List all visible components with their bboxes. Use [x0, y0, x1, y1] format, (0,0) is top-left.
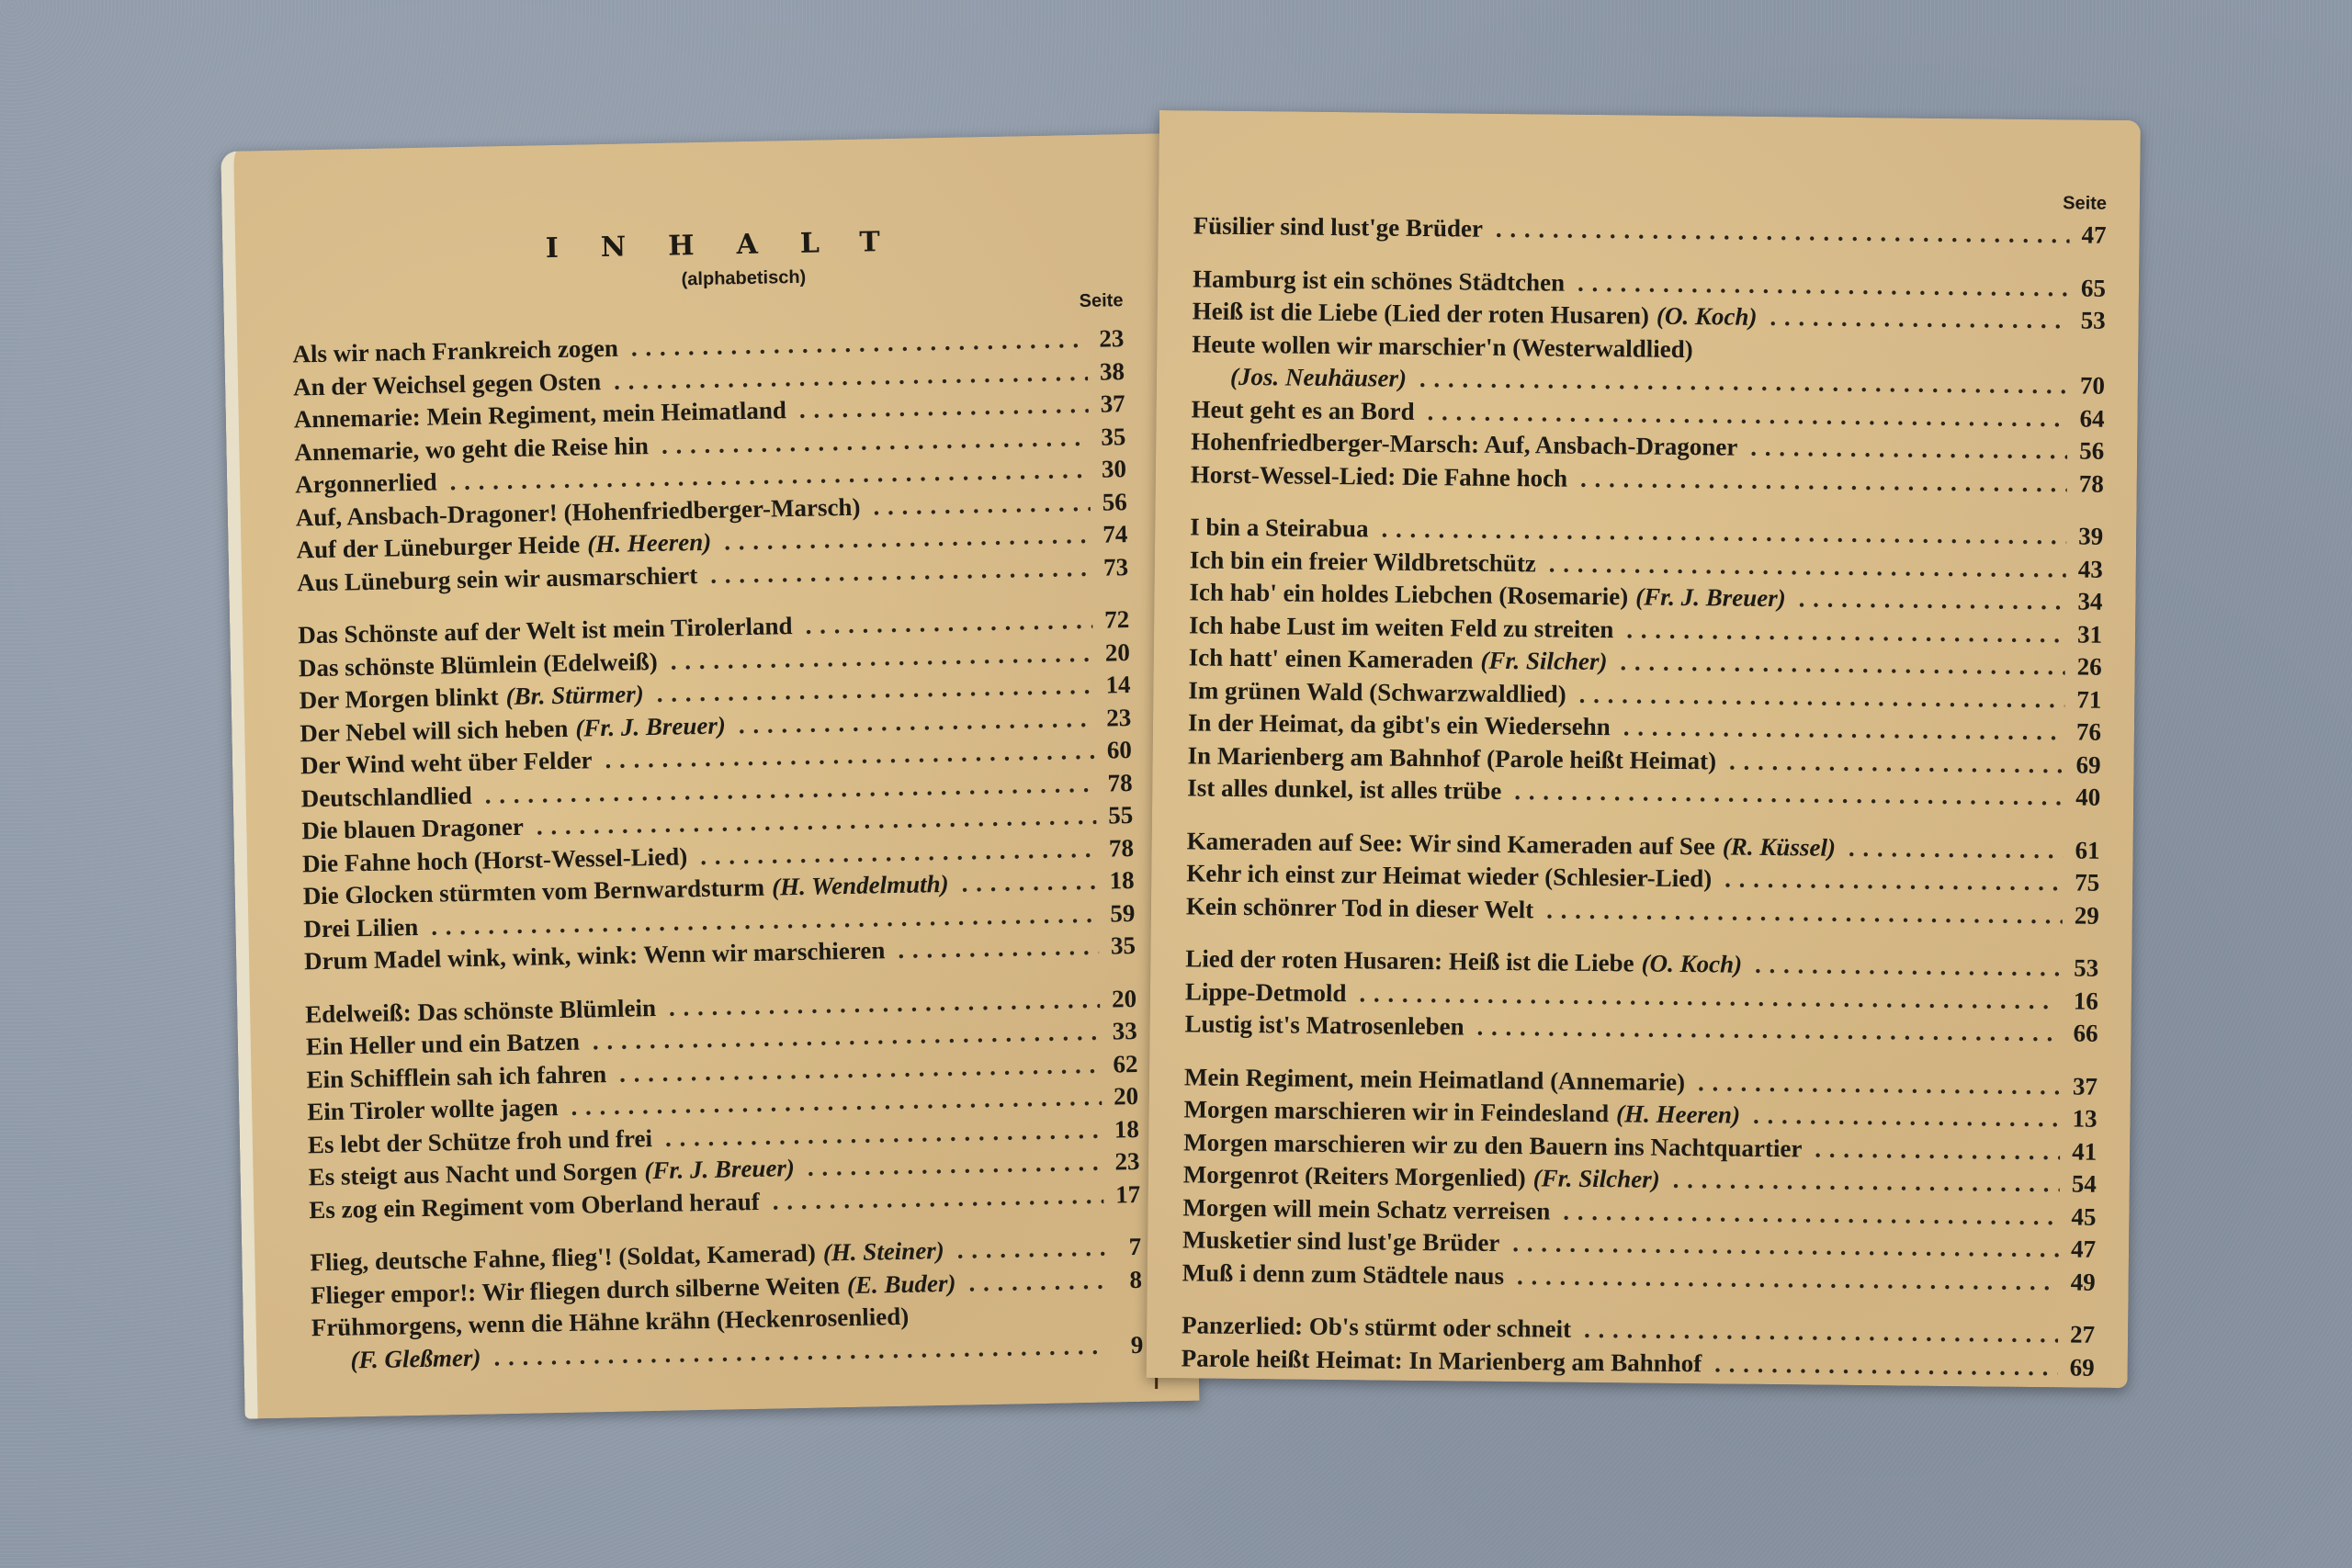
entry-page-number: 54 — [2071, 1169, 2097, 1198]
right-page — [1147, 110, 2141, 1388]
entry-author: (Fr. J. Breuer) — [575, 711, 727, 742]
entry-page-number: 20 — [1111, 984, 1137, 1012]
entry-title: Flieger empor!: Wir fliegen durch silberne Weiten — [310, 1270, 841, 1309]
entry-title: Ich hatt' einen Kameraden — [1188, 643, 1474, 674]
entry-author: (E. Buder) — [846, 1269, 956, 1299]
toc-group-m — [1182, 1061, 2098, 1299]
entry-title: Es steigt aus Nacht und Sorgen — [308, 1156, 638, 1191]
entry-title: Annemarie: Mein Regiment, mein Heimatland — [293, 396, 787, 434]
entry-title: In der Heimat, da gibt's ein Wiedersehn — [1187, 708, 1611, 741]
entry-title: Drum Madel wink, wink, wink: Wenn wir marschieren — [303, 936, 886, 976]
entry-page-number: 23 — [1114, 1146, 1140, 1176]
entry-title: Die Fahne hoch (Horst-Wessel-Lied) — [301, 841, 688, 877]
dot-leader — [968, 1264, 1105, 1299]
entry-page-number: 78 — [1108, 833, 1135, 863]
entry-author: (F. Gleßmer) — [350, 1343, 481, 1373]
entry-page-number: 59 — [1109, 898, 1136, 928]
entry-title: Aus Lüneburg sein wir ausmarschiert — [296, 560, 698, 596]
dot-leader — [1577, 266, 2069, 304]
toc-group-a — [292, 322, 1128, 599]
dot-leader — [1563, 1195, 2059, 1233]
entry-title: Morgen will mein Schatz verreisen — [1182, 1192, 1551, 1225]
entry-title: Der Nebel will sich heben — [300, 714, 569, 747]
dot-leader — [956, 1232, 1104, 1268]
entry-title: Hamburg ist ein schönes Städtchen — [1192, 264, 1566, 297]
dot-leader — [1698, 1066, 2061, 1103]
entry-title: Flieg, deutsche Fahne, flieg'! (Soldat, Kamerad) — [310, 1238, 817, 1277]
toc-group-i — [1187, 511, 2103, 814]
entry-page-number: 76 — [2075, 717, 2102, 746]
entry-page-number: 47 — [2070, 1235, 2097, 1263]
toc-group-f — [1193, 209, 2106, 252]
dot-leader — [1626, 614, 2065, 651]
dot-leader — [961, 865, 1098, 900]
entry-page-number: 56 — [2079, 436, 2105, 465]
toc-group-k — [1186, 825, 2100, 932]
entry-title: Lustig ist's Matrosenleben — [1184, 1010, 1464, 1041]
entry-title: Es zog ein Regiment vom Oberland herauf — [309, 1187, 761, 1224]
entry-author: (Br. Stürmer) — [505, 680, 644, 711]
entry-title: Auf der Lüneburger Heide — [296, 530, 581, 564]
dot-leader — [710, 551, 1092, 591]
entry-page-number: 18 — [1109, 866, 1135, 895]
page-subtitle: (alphabetisch) — [681, 266, 807, 290]
entry-page-number: 55 — [1107, 801, 1134, 829]
entry-title: Der Wind weht über Felder — [300, 746, 593, 780]
dot-leader — [1580, 462, 2067, 500]
left-page — [220, 133, 1199, 1419]
entry-title: Muß i denn zum Städtele naus — [1182, 1258, 1505, 1290]
dot-leader — [1714, 1348, 2058, 1383]
toc-group-h — [1191, 263, 2107, 501]
entry-page-number: 78 — [2078, 469, 2104, 498]
entry-page-number: 9 — [1130, 1330, 1144, 1359]
entry-page-number: 14 — [1105, 671, 1131, 699]
entry-page-number: 41 — [2072, 1136, 2098, 1166]
entry-title: Heute wollen wir marschier'n (Westerwaldlied) — [1192, 329, 1693, 363]
toc-entry[interactable] — [1193, 209, 2106, 252]
entry-page-number: 49 — [2070, 1267, 2096, 1296]
entry-title: Heiß ist die Liebe (Lied der roten Husaren) — [1192, 297, 1650, 330]
entry-page-number: 31 — [2076, 619, 2103, 649]
entry-page-number: 17 — [1114, 1179, 1141, 1208]
entry-title: Kein schönrer Tod in dieser Welt — [1185, 891, 1534, 923]
toc-group-e — [305, 982, 1141, 1226]
dot-leader — [1673, 1164, 2060, 1201]
entry-page-number: 33 — [1112, 1016, 1138, 1045]
entry-page-number: 30 — [1101, 455, 1127, 483]
entry-title: In Marienberg am Bahnhof (Parole heißt Heimat) — [1187, 740, 1717, 774]
dot-leader — [898, 931, 1099, 967]
dot-leader — [1729, 745, 2064, 781]
dot-leader — [1849, 831, 2064, 866]
dot-leader — [1815, 1133, 2060, 1168]
entry-title: Morgen marschieren wir in Feindesland — [1183, 1095, 1610, 1128]
entry-page-number: 26 — [2076, 652, 2102, 681]
entry-title: Es lebt der Schütze froh und frei — [307, 1123, 653, 1158]
entry-title: An der Weichsel gegen Osten — [292, 367, 602, 400]
entry-page-number: 34 — [2077, 587, 2103, 615]
entry-author: (O. Koch) — [1656, 301, 1758, 331]
entry-title: Morgenrot (Reiters Morgenlied) — [1182, 1160, 1526, 1192]
dot-leader — [1623, 711, 2065, 749]
entry-title: Im grünen Wald (Schwarzwaldlied) — [1188, 675, 1566, 708]
entry-title: Als wir nach Frankreich zogen — [292, 333, 619, 368]
entry-page-number: 16 — [2073, 986, 2099, 1015]
entry-page-number: 53 — [2074, 953, 2099, 982]
entry-title: Ich bin ein freier Wildbretschütz — [1189, 545, 1537, 577]
dot-leader — [1724, 863, 2063, 898]
entry-page-number: 35 — [1110, 931, 1136, 960]
entry-title: Lippe-Detmold — [1184, 976, 1347, 1007]
entry-page-number: 38 — [1099, 356, 1125, 386]
entry-page-number: 7 — [1128, 1232, 1142, 1261]
entry-author: (H. Heeren) — [1615, 1100, 1741, 1129]
entry-page-number: 13 — [2072, 1104, 2098, 1133]
entry-page-number: 60 — [1106, 736, 1133, 764]
entry-page-number: 37 — [2072, 1071, 2098, 1100]
dot-leader — [1620, 646, 2065, 683]
entry-title: Morgen marschieren wir zu den Bauern ins Nachtquartier — [1183, 1127, 1803, 1162]
entry-page-number: 71 — [2076, 684, 2102, 714]
entry-page-number: 72 — [1103, 605, 1130, 634]
entry-page-number: 65 — [2080, 274, 2107, 302]
entry-page-number: 74 — [1102, 520, 1128, 548]
dot-leader — [1514, 775, 2064, 814]
dot-leader — [805, 604, 1092, 642]
entry-author: (O. Koch) — [1641, 949, 1743, 978]
entry-title: Drei Lilien — [303, 912, 419, 942]
entry-page-number: 56 — [1102, 487, 1127, 516]
entry-title: Die Glocken stürmten vom Bernwardsturm — [302, 873, 765, 910]
toc-group-d — [298, 604, 1136, 978]
page-column-header: Seite — [2063, 193, 2108, 214]
entry-page-number: 69 — [2069, 1352, 2095, 1382]
entry-title: Heut geht es an Bord — [1191, 394, 1415, 425]
entry-title: Edelweiß: Das schönste Blümlein — [304, 993, 657, 1028]
toc-group-l — [1184, 942, 2098, 1050]
entry-page-number: 64 — [2079, 404, 2105, 433]
entry-page-number: 66 — [2073, 1019, 2098, 1047]
entry-title: Parole heißt Heimat: In Marienberg am Bahnhof — [1181, 1343, 1702, 1377]
entry-title: Panzerlied: Ob's stürmt oder schneit — [1181, 1311, 1572, 1343]
page-column-header: Seite — [1079, 290, 1124, 312]
dot-leader — [1476, 1011, 2061, 1050]
entry-title: Das schönste Blümlein (Edelweiß) — [298, 647, 658, 682]
entry-title: Lied der roten Husaren: Heiß ist die Liebe — [1185, 944, 1634, 977]
entry-page-number: 47 — [2081, 220, 2107, 249]
entry-author: (Fr. Silcher) — [1532, 1164, 1660, 1193]
entry-title: Ein Tiroler wollte jagen — [306, 1093, 559, 1126]
entry-title: Deutschlandlied — [300, 781, 473, 812]
page-title: INHALT — [545, 225, 923, 265]
dot-leader — [1755, 949, 2063, 985]
entry-page-number: 45 — [2071, 1201, 2097, 1231]
entry-author: (H. Heeren) — [586, 527, 712, 558]
entry-page-number: 35 — [1101, 422, 1126, 451]
dot-leader — [1750, 432, 2067, 468]
entry-title: Ich habe Lust im weiten Feld zu streiten — [1188, 610, 1614, 643]
entry-page-number: 61 — [2075, 835, 2100, 864]
entry-page-number: 53 — [2080, 306, 2106, 334]
entry-page-number: 40 — [2075, 783, 2101, 811]
entry-author: (H. Steiner) — [822, 1236, 945, 1267]
entry-title: Der Morgen blinkt — [299, 682, 499, 715]
entry-title: Hohenfriedberger-Marsch: Auf, Ansbach-Dragoner — [1191, 427, 1738, 461]
entry-title: Kameraden auf See: Wir sind Kameraden auf See — [1186, 826, 1716, 860]
dot-leader — [1549, 547, 2066, 585]
entry-page-number: 75 — [2075, 868, 2100, 897]
entry-title: Horst-Wessel-Lied: Die Fahne hoch — [1190, 459, 1568, 492]
entry-page-number: 37 — [1100, 389, 1125, 418]
dot-leader — [1496, 213, 2070, 252]
entry-author: (Fr. Silcher) — [1480, 646, 1608, 676]
entry-author: (Jos. Neuhäuser) — [1229, 362, 1408, 392]
entry-title: Annemarie, wo geht die Reise hin — [294, 431, 650, 466]
entry-author: (H. Wendelmuth) — [771, 869, 949, 901]
entry-page-number: 69 — [2075, 750, 2101, 779]
entry-page-number: 78 — [1107, 768, 1133, 797]
dot-leader — [1517, 1260, 2059, 1299]
dot-leader — [873, 486, 1091, 523]
entry-page-number: 27 — [2069, 1320, 2096, 1348]
entry-title: Die blauen Dragoner — [301, 812, 525, 845]
entry-title: Musketier sind lust'ge Brüder — [1182, 1225, 1500, 1257]
entry-title: Kehr ich einst zur Heimat wieder (Schlesier-Lied) — [1186, 859, 1713, 893]
entry-title: Ein Heller und ein Batzen — [305, 1027, 581, 1061]
entry-page-number: 8 — [1129, 1265, 1143, 1293]
toc-list — [292, 322, 1144, 1397]
entry-page-number: 20 — [1104, 637, 1131, 667]
entry-page-number: 70 — [2079, 371, 2106, 400]
toc-group-p — [1182, 1309, 2096, 1383]
entry-page-number: 62 — [1113, 1049, 1138, 1077]
dot-leader — [772, 1179, 1103, 1217]
entry-page-number: 18 — [1114, 1114, 1140, 1143]
entry-author: (Fr. J. Breuer) — [644, 1154, 796, 1185]
entry-title: Das Schönste auf der Welt ist mein Tirolerland — [298, 612, 793, 649]
entry-title: Ist alles dunkel, ist alles trübe — [1187, 773, 1502, 805]
entry-page-number: 23 — [1105, 703, 1132, 732]
toc-list — [1181, 209, 2106, 1404]
dot-leader — [799, 389, 1089, 427]
dot-leader — [1753, 1100, 2061, 1135]
entry-page-number: 23 — [1098, 324, 1125, 353]
entry-title: Mein Regiment, mein Heimatland (Annemarie) — [1183, 1062, 1686, 1096]
entry-title: Füsilier sind lust'ge Brüder — [1193, 211, 1484, 243]
entry-page-number: 43 — [2077, 554, 2103, 583]
dot-leader — [1799, 582, 2066, 618]
entry-page-number: 39 — [2078, 522, 2104, 550]
dot-leader — [1770, 301, 2069, 337]
entry-author: (Fr. J. Breuer) — [1635, 582, 1786, 613]
entry-title: Frühmorgens, wenn die Hähne krähn (Heckenrosenlied) — [311, 1302, 910, 1342]
entry-title: Ich hab' ein holdes Liebchen (Rosemarie) — [1189, 578, 1629, 611]
entry-title: Auf, Ansbach-Dragoner! (Hohenfriedberger-Marsch) — [295, 492, 861, 531]
entry-title: I bin a Steirabua — [1190, 513, 1369, 543]
entry-title: Argonnerlied — [294, 468, 437, 499]
entry-page-number: 73 — [1102, 552, 1129, 581]
toc-group-f — [310, 1231, 1144, 1377]
entry-title: Ein Schifflein sah ich fahren — [306, 1059, 607, 1093]
dot-leader — [1584, 1314, 2058, 1351]
entry-author: (R. Küssel) — [1722, 831, 1837, 862]
entry-page-number: 20 — [1113, 1081, 1139, 1111]
entry-page-number: 29 — [2074, 900, 2100, 930]
dot-leader — [1578, 678, 2064, 716]
dot-leader — [1546, 894, 2063, 931]
